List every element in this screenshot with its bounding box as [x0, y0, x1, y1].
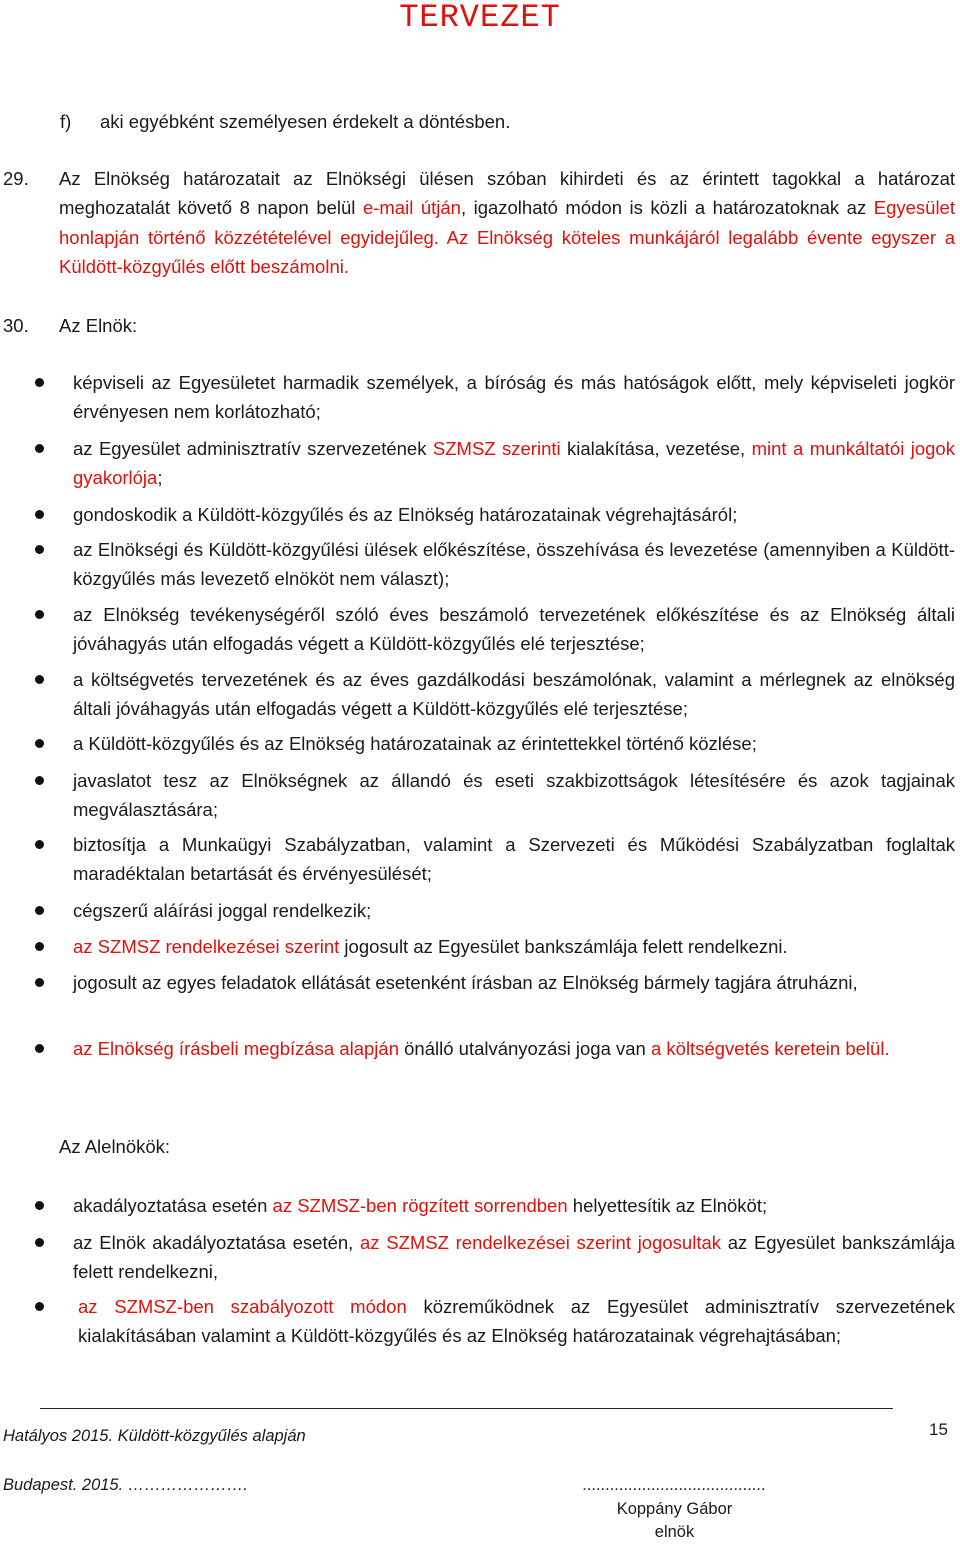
list-item [0, 434, 955, 493]
text-run: Az Elnökség határozatait az Elnökségi ülésen szóban kihirdeti és az érintett tagokkal a határozat meghozatalát követő 8 napon belül [59, 168, 955, 219]
list-item [0, 1292, 955, 1351]
item-text: az Elnökségi és Küldött-közgyűlési ülések előkészítése, összehívása és levezetése (amennyiben a Küldött-közgyűlés más levezető elnököt nem választ); [73, 539, 955, 590]
highlighted-text: e-mail útján [362, 197, 461, 219]
bullet-icon [35, 1044, 44, 1053]
highlighted-text: az SZMSZ rendelkezései szerint [73, 936, 340, 957]
text-run: akadályoztatása esetén [73, 1195, 273, 1216]
text-run: helyettesítik az Elnököt; [567, 1195, 768, 1216]
page-number: 15 [929, 1420, 948, 1439]
text-run: önálló utalványozási joga van [399, 1038, 651, 1059]
item-text [73, 434, 955, 493]
item-text: cégszerű aláírási joggal rendelkezik; [73, 900, 372, 921]
item-text: képviseli az Egyesületet harmadik személyek, a bíróság és más hatóságok előtt, mely képviseleti jogkör érvényesen nem korlátozható; [73, 372, 955, 423]
highlighted-text: mint a munkáltatói jogok gyakorlója [73, 438, 955, 489]
item-text [73, 932, 955, 961]
paragraph-text [59, 164, 955, 281]
list-item [0, 830, 955, 889]
bullet-icon [35, 840, 44, 849]
list-item [0, 1228, 955, 1287]
list-item [0, 368, 955, 427]
paragraph-30 [0, 311, 955, 340]
list-item [0, 766, 955, 825]
highlighted-text: a költségvetés keretein belül. [650, 1038, 890, 1059]
signatory-title: elnök [654, 1523, 695, 1541]
list-item [0, 729, 955, 758]
text-run: az Egyesület adminisztratív szervezetének [73, 438, 433, 459]
draft-title: TERVEZET [399, 0, 561, 36]
highlighted-text: SZMSZ szerinti [432, 438, 561, 459]
bullet-icon [35, 444, 44, 453]
text-run: az Egyesület bankszámlája felett rendelkezni, [73, 1232, 956, 1283]
item-text: az Elnökség tevékenységéről szóló éves beszámoló tervezetének előkészítése és az Elnökség általi jóváhagyás után elfogadás végett a Küldött-közgyűlés elé terjesztése; [73, 604, 955, 655]
place-date: Budapest. 2015. …………………. [3, 1476, 248, 1494]
item-text: javaslatot tesz az Elnökségnek az állandó és eseti szakbizottságok létesítésére és azok tagjainak megválasztására; [73, 770, 955, 821]
item-text: a költségvetés tervezetének és az éves gazdálkodási beszámolónak, valamint a mérlegnek az elnökség általi jóváhagyás után elfogadás végett a Küldött-közgyűlés elé terjesztése; [73, 669, 955, 720]
bullet-icon [35, 1302, 44, 1311]
text-run: az Elnök akadályoztatása esetén, [73, 1232, 361, 1253]
item-text: gondoskodik a Küldött-közgyűlés és az Elnökség határozatainak végrehajtásáról; [73, 504, 738, 525]
bullet-icon [35, 378, 44, 387]
item-text [73, 1034, 955, 1063]
item-text: a Küldött-közgyűlés és az Elnökség határozatainak az érintettekkel történő közlése; [73, 733, 757, 754]
item-text: aki egyébként személyesen érdekelt a döntésben. [100, 111, 511, 132]
highlighted-text: az SZMSZ-ben rögzített sorrendben [272, 1195, 568, 1216]
signature-line: ........................................ [582, 1476, 767, 1494]
list-item [0, 896, 955, 925]
list-item [0, 535, 955, 594]
paragraph-number: 30. [3, 315, 29, 336]
bullet-icon [35, 776, 44, 785]
text-run: jogosult az Egyesület bankszámlája felett rendelkezni. [339, 936, 788, 957]
paragraph-text: Az Elnök: [59, 315, 138, 336]
item-label: f) [60, 111, 72, 132]
bullet-icon [35, 675, 44, 684]
bullet-icon [35, 545, 44, 554]
text-run: közreműködnek az Egyesület adminisztratív szervezetének kialakításában valamint a Küldött-közgyűlés és az Elnökség határozatainak végrehajtásában; [78, 1296, 955, 1347]
list-item [0, 932, 955, 961]
list-item [0, 968, 955, 997]
effective-note: Hatályos 2015. Küldött-közgyűlés alapján [3, 1427, 306, 1445]
paragraph-number: 29. [3, 168, 29, 189]
list-item [0, 1191, 955, 1220]
bullet-icon [35, 1238, 44, 1247]
signatory-name: Koppány Gábor [616, 1500, 733, 1518]
list-item [0, 665, 955, 724]
highlighted-text: az Elnökség írásbeli megbízása alapján [73, 1038, 399, 1059]
text-run: kialakítása, vezetése, [560, 438, 752, 459]
bullet-icon [35, 978, 44, 987]
list-item-f [60, 108, 510, 136]
bullet-icon [35, 1201, 44, 1210]
item-text [73, 1191, 955, 1220]
list-item [0, 500, 955, 529]
highlighted-text: az SZMSZ rendelkezései szerint jogosultak [360, 1232, 721, 1253]
bullet-icon [35, 610, 44, 619]
text-run: , igazolható módon is közli a határozatoknak az [460, 197, 874, 219]
item-text: biztosítja a Munkaügyi Szabályzatban, valamint a Szervezeti és Működési Szabályzatban foglaltak maradéktalan betartását és érvényesülését; [73, 834, 955, 885]
list-item [0, 1034, 955, 1063]
bullet-icon [35, 510, 44, 519]
item-text: jogosult az egyes feladatok ellátását esetenként írásban az Elnökség bármely tagjára átruházni, [73, 972, 858, 993]
text-run: ; [157, 467, 163, 489]
bullet-icon [35, 906, 44, 915]
list-item [0, 600, 955, 659]
highlighted-text: Egyesület honlapján történő közzétételével egyidejűleg. Az Elnökség köteles munkájáról legalább évente egyszer a Küldött-közgyűlés előtt beszámolni. [59, 197, 955, 277]
alelnok-heading: Az Alelnökök: [59, 1136, 171, 1157]
item-text [73, 1228, 955, 1287]
paragraph-29 [0, 164, 955, 281]
bullet-icon [35, 739, 44, 748]
item-text [73, 1292, 955, 1351]
highlighted-text: az SZMSZ-ben szabályozott módon [78, 1296, 407, 1317]
footer-divider [40, 1408, 893, 1409]
bullet-icon [35, 942, 44, 951]
